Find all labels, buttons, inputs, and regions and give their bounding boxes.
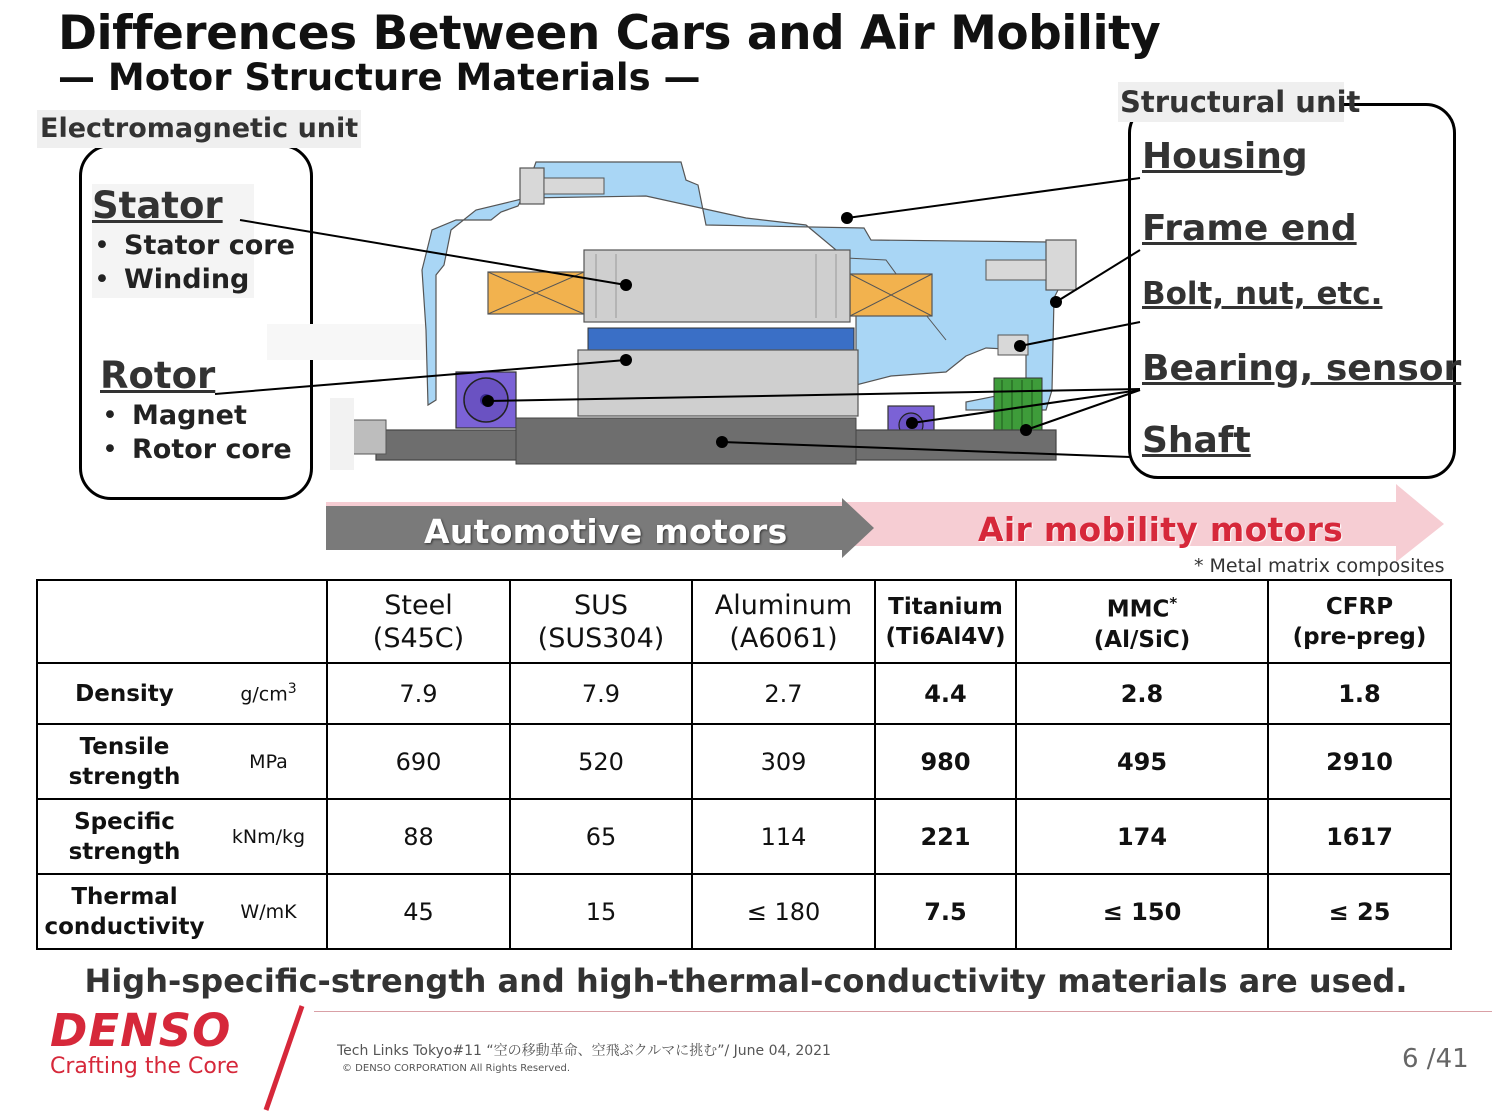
density-cfrp: 1.8 [1268,663,1451,724]
thermal-steel: 45 [327,874,510,949]
air-mobility-motors-label: Air mobility motors [978,510,1344,549]
col-titanium: Titanium (Ti6Al4V) [875,580,1016,663]
stator-title: Stator [92,184,223,227]
automotive-motors-label: Automotive motors [424,512,788,551]
header-blank [37,580,211,663]
slide-title: Differences Between Cars and Air Mobility [58,6,1161,61]
magnet-item: • Magnet [102,400,247,431]
thermal-sus: 15 [510,874,692,949]
specific-titanium: 221 [875,799,1016,874]
frame-end-label: Frame end [1142,208,1357,249]
row-specific-unit: kNm/kg [211,799,327,874]
specific-steel: 88 [327,799,510,874]
thermal-aluminum: ≤ 180 [692,874,875,949]
tensile-titanium: 980 [875,724,1016,799]
logo-slash-icon [258,1004,308,1112]
thermal-titanium: 7.5 [875,874,1016,949]
specific-aluminum: 114 [692,799,875,874]
thermal-mmc: ≤ 150 [1016,874,1268,949]
tensile-sus: 520 [510,724,692,799]
slide-subtitle: — Motor Structure Materials — [58,56,701,99]
denso-logo: DENSO [50,1004,232,1057]
copyright-text: © DENSO CORPORATION All Rights Reserved. [342,1063,570,1074]
col-steel: Steel (S45C) [327,580,510,663]
tensile-steel: 690 [327,724,510,799]
structural-unit-label: Structural unit [1118,82,1344,122]
leader-lines [0,0,1492,500]
tensile-aluminum: 309 [692,724,875,799]
winding-item: • Winding [94,264,249,295]
row-tensile-unit: MPa [211,724,327,799]
density-titanium: 4.4 [875,663,1016,724]
footer-divider [314,1011,1492,1012]
event-info: Tech Links Tokyo#11 “空の移動革命、空飛ぶクルマに挑む”/ June 04, 2021 [337,1043,831,1059]
col-cfrp: CFRP (pre-preg) [1268,580,1451,663]
row-density-label: Density [37,663,211,724]
housing-label: Housing [1142,136,1308,177]
electromagnetic-unit-label: Electromagnetic unit [37,110,361,148]
row-density-unit: $g/cm^3$ [211,663,327,724]
rotor-title: Rotor [100,354,216,397]
table-row [37,874,1451,949]
table-row [37,663,1451,724]
conclusion-text: High-specific-strength and high-thermal-conductivity materials are used. [84,962,1408,1000]
bolt-nut-label: Bolt, nut, etc. [1142,276,1383,312]
density-mmc: 2.8 [1016,663,1268,724]
row-tensile-label: Tensile strength [37,724,211,799]
mmc-footnote: * Metal matrix composites [1194,555,1445,577]
tensile-cfrp: 2910 [1268,724,1451,799]
bearing-sensor-label: Bearing, sensor [1142,348,1462,389]
thermal-cfrp: ≤ 25 [1268,874,1451,949]
density-aluminum: 2.7 [692,663,875,724]
table-header-row [37,580,1451,663]
header-blank-unit [211,580,327,663]
materials-table [36,579,1452,950]
specific-sus: 65 [510,799,692,874]
stator-core-item: • Stator core [94,230,295,261]
col-sus: SUS (SUS304) [510,580,692,663]
col-aluminum: Aluminum (A6061) [692,580,875,663]
density-sus: 7.9 [510,663,692,724]
density-steel: 7.9 [327,663,510,724]
specific-cfrp: 1617 [1268,799,1451,874]
tensile-mmc: 495 [1016,724,1268,799]
denso-tagline: Crafting the Core [50,1054,239,1079]
row-thermal-unit: W/mK [211,874,327,949]
row-thermal-label: Thermal conductivity [37,874,211,949]
table-row [37,799,1451,874]
row-specific-label: Specific strength [37,799,211,874]
specific-mmc: 174 [1016,799,1268,874]
page-number: 6 /41 [1402,1044,1469,1074]
rotor-core-item: • Rotor core [102,434,292,465]
table-row [37,724,1451,799]
shaft-label: Shaft [1142,420,1251,461]
col-mmc: MMC* (Al/SiC) [1016,580,1268,663]
